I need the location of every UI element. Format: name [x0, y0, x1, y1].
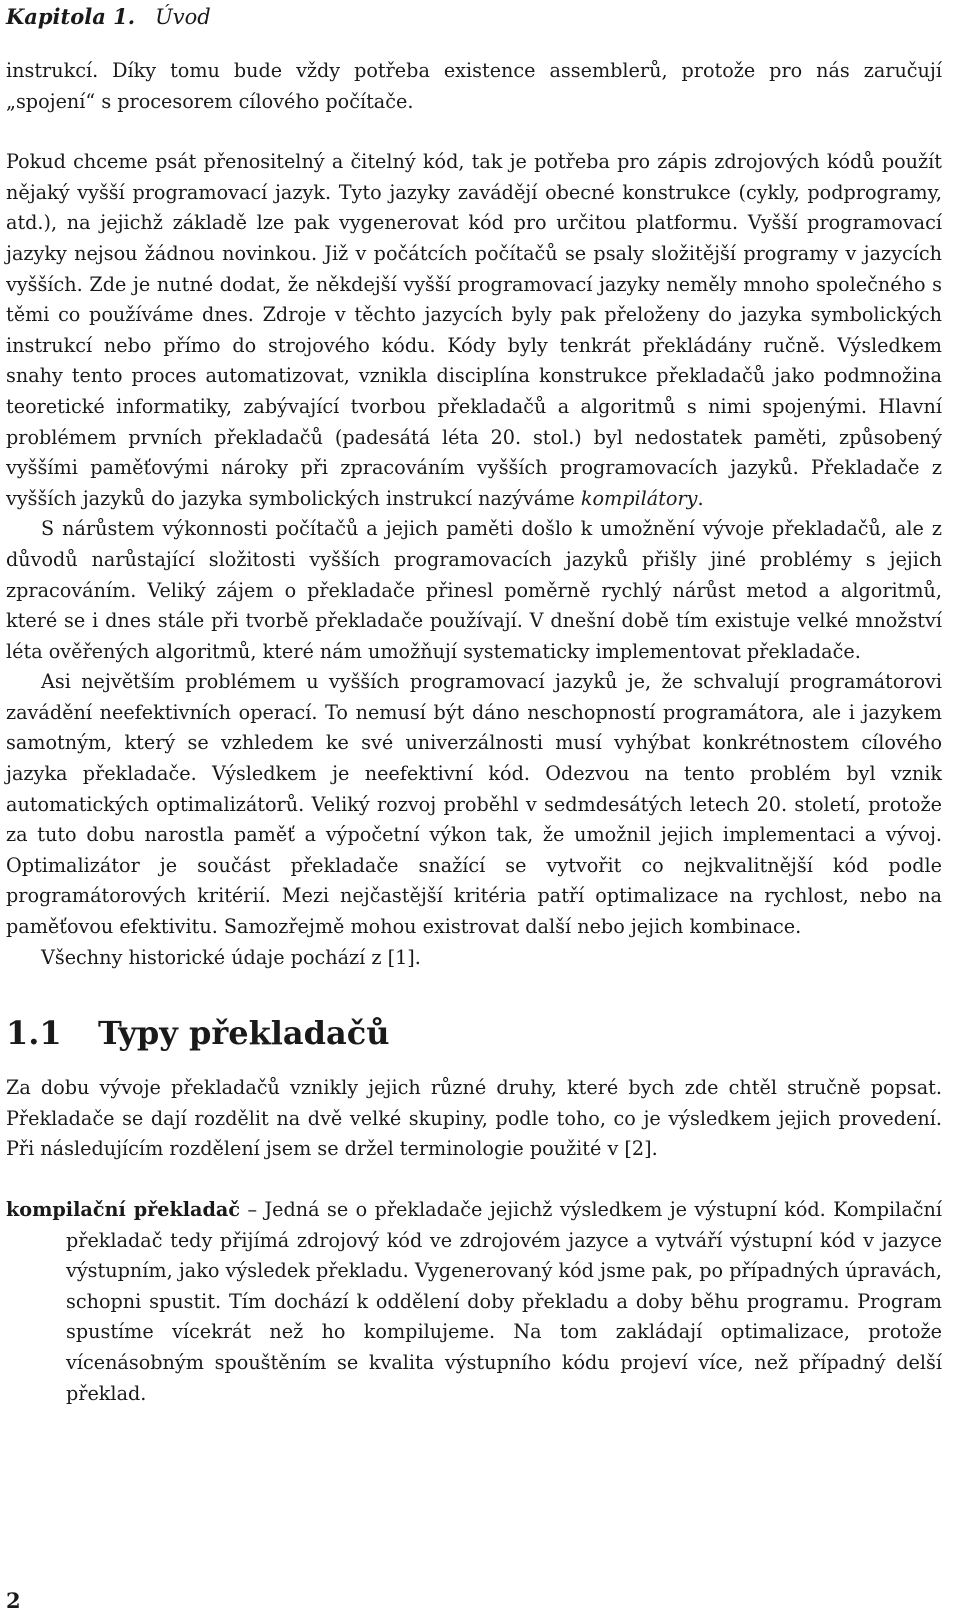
paragraph-4: Asi největším problémem u vyšších programovací jazyků je, že schvalují programátorovi zavádění neefektivních operací. To nemusí být dáno neschopností programátora, ale i jazykem samotným, který se vzhledem ke své univerzálnosti musí vyhýbat konkrétnostem cílového jazyka překladače. Výsledkem je neefektivní kód. Odezvou na tento problém byl vznik automatických optimalizátorů. Veliký rozvoj proběhl v sedmdesátých letech 20. století, protože za tuto dobu narostla paměť a výpočetní výkon tak, že umožnil jejich implementaci a vývoj. Optimalizátor je součást překladače snažící se vytvořit co nejkvalitnější kód podle programátorových kritérií. Mezi nejčastější kritéria patří optimalizace na rychlost, nebo na paměťovou efektivitu. Samozřejmě mohou existrovat další nebo jejich kombinace. — [6, 670, 942, 939]
definition-dash: – — [240, 1198, 265, 1221]
chapter-label: Kapitola 1. — [6, 4, 136, 29]
section-title: Typy překladačů — [98, 1014, 390, 1053]
definition-list — [6, 1195, 942, 1409]
section-heading — [6, 1013, 942, 1053]
section-intro: Za dobu vývoje překladačů vznikly jejich různé druhy, které bych zde chtěl stručně popsat. Překladače se dají rozdělit na dvě velké skupiny, podle toho, co je výsledkem jejich provedení. Při následujícím rozdělení jsem se držel terminologie použité v [2]. — [6, 1076, 942, 1161]
paragraph-2 — [6, 147, 942, 514]
paragraph-3: S nárůstem výkonnosti počítačů a jejich paměti došlo k umožnění vývoje překladačů, ale z důvodů narůstající složitosti vyšších programovacích jazyků přišly jiné problémy s jejich zpracováním. Veliký zájem o překladače přinesl poměrně rychlý nárůst metod a algoritmů, které se i dnes stále při tvorbě překladače používají. V dnešní době tím existuje velké množství léta ověřených algoritmů, které nám umožňují systematicky implementovat překladače. — [6, 517, 942, 663]
emphasis-kompilatory: kompilátory — [580, 486, 698, 510]
running-header — [6, 4, 211, 29]
chapter-title: Úvod — [155, 5, 211, 29]
definition-text: Jedná se o překladače jejichž výsledkem je výstupní kód. Kompilační překladač tedy přijímá zdrojový kód ve zdrojovém jazyce a vytváří výstupní kód v jazyce výstupním, jako výsledek překladu. Vygenerovaný kód jsme pak, po případných úpravách, schopni spustit. Tím dochází k oddělení doby překladu a doby běhu programu. Program spustíme vícekrát než ho kompilujeme. Na tom zakládají optimalizace, protože vícenásobným spouštěním se kvalita výstupního kódu projeví více, než případný delší překlad. — [66, 1198, 942, 1405]
paragraph-1: instrukcí. Díky tomu bude vždy potřeba existence assemblerů, protože pro nás zaručují „spojení“ s procesorem cílového počítače. — [6, 59, 942, 113]
paragraph-2-text: Pokud chceme psát přenositelný a čitelný kód, tak je potřeba pro zápis zdrojových kódů použít nějaký vyšší programovací jazyk. Tyto jazyky zavádějí obecné konstrukce (cykly, podprogramy, atd.), na jejichž základě lze pak vygenerovat kód pro určitou platformu. Vyšší programovací jazyky nejsou žádnou novinkou. Již v počátcích počítačů se psaly složitější programy v jazycích vyšších. Zde je nutné dodat, že někdejší vyšší programovací jazyky neměly mnoho společného s těmi co používáme dnes. Zdroje v těchto jazycích byly pak přeloženy do jazyka symbolických instrukcí nebo přímo do strojového kódu. Kódy byly tenkrát překládány ručně. Výsledkem snahy tento proces automatizovat, vznikla disciplína konstrukce překladačů jako podmnožina teoretické informatiky, zabývající tvorbou překladačů a algoritmů s nimi spojenými. Hlavní problémem prvních překladačů (padesátá léta 20. stol.) byl nedostatek paměti, způsobený vyššími paměťovými nároky při zpracováním vyšších programovacích jazyků. Překladače z vyšších jazyků do jazyka symbolických instrukcí nazýváme — [6, 150, 942, 510]
page-number: 2 — [6, 1588, 21, 1613]
paragraph-5: Všechny historické údaje pochází z [1]. — [41, 945, 421, 969]
section-number: 1.1 — [6, 1014, 62, 1053]
definition-item — [6, 1195, 942, 1409]
page-body — [6, 56, 942, 1409]
definition-term: kompilační překladač — [6, 1198, 241, 1221]
paragraph-2-end: . — [697, 486, 704, 510]
